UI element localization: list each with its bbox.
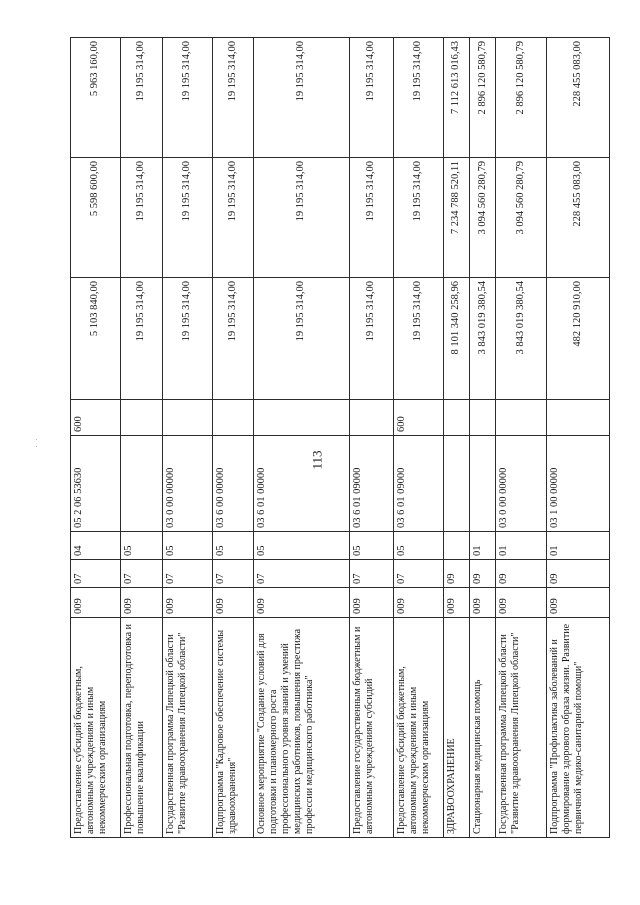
row-name: Предоставление субсидий бюджетным, автономным учреждениям и иным некоммерческим организациям <box>71 618 121 838</box>
table-row <box>254 38 350 838</box>
target-article-code <box>444 436 470 532</box>
section-code: 09 <box>546 560 609 588</box>
budget-table <box>70 37 610 838</box>
table-row <box>212 38 253 838</box>
amount-year-3: 19 195 314,00 <box>121 38 162 158</box>
table-row <box>546 38 609 838</box>
expense-type-code <box>212 400 253 436</box>
section-code: 07 <box>162 560 212 588</box>
subsection-code: 01 <box>470 532 496 560</box>
table-row <box>444 38 470 838</box>
expense-type-code <box>350 400 394 436</box>
target-article-code: 03 0 00 00000 <box>496 436 546 532</box>
section-code: 09 <box>444 560 470 588</box>
table-row <box>121 38 162 838</box>
row-name: Стационарная медицинская помощь <box>470 618 496 838</box>
table-row <box>71 38 121 838</box>
subsection-code: 01 <box>496 532 546 560</box>
subsection-code: 05 <box>212 532 253 560</box>
rotated-table-container <box>70 38 610 838</box>
page-number: 113 <box>309 450 325 470</box>
amount-year-3: 19 195 314,00 <box>254 38 350 158</box>
amount-year-3: 19 195 314,00 <box>350 38 394 158</box>
amount-year-2: 19 195 314,00 <box>350 158 394 278</box>
target-article-code: 03 0 00 00000 <box>162 436 212 532</box>
table-row <box>350 38 394 838</box>
section-code: 07 <box>350 560 394 588</box>
amount-year-1: 3 843 019 380,54 <box>496 278 546 400</box>
row-name: Государственная программа Липецкой области "Развитие здравоохранения Липецкой области" <box>162 618 212 838</box>
amount-year-2: 19 195 314,00 <box>393 158 443 278</box>
target-article-code: 03 1 00 00000 <box>546 436 609 532</box>
amount-year-2: 3 094 560 280,79 <box>496 158 546 278</box>
row-name: Основное мероприятие "Создание условий для подготовки и планомерного роста профессионального уровня знаний и умений медицинских работников, повышения престижа профессии медицинского работника" <box>254 618 350 838</box>
ved-code: 009 <box>393 588 443 618</box>
amount-year-3: 19 195 314,00 <box>393 38 443 158</box>
target-article-code <box>121 436 162 532</box>
row-name: Подпрограмма "Профилактика заболеваний и формирование здорового образа жизни. Развитие первичной медико-санитарной помощи" <box>546 618 609 838</box>
expense-type-code: 600 <box>71 400 121 436</box>
table-row <box>162 38 212 838</box>
expense-type-code <box>254 400 350 436</box>
expense-type-code <box>470 400 496 436</box>
amount-year-3: 2 896 120 580,79 <box>470 38 496 158</box>
scan-artifact: · · <box>32 437 42 448</box>
row-name: ЗДРАВООХРАНЕНИЕ <box>444 618 470 838</box>
subsection-code: 05 <box>350 532 394 560</box>
subsection-code <box>444 532 470 560</box>
subsection-code: 01 <box>546 532 609 560</box>
table-row <box>393 38 443 838</box>
section-code: 07 <box>212 560 253 588</box>
target-article-code: 05 2 06 53630 <box>71 436 121 532</box>
ved-code: 009 <box>470 588 496 618</box>
ved-code: 009 <box>254 588 350 618</box>
row-name: Подпрограмма "Кадровое обеспечение системы здравоохранения" <box>212 618 253 838</box>
amount-year-3: 2 896 120 580,79 <box>496 38 546 158</box>
row-name: Предоставление субсидий бюджетным, автономным учреждениям и иным некоммерческим организациям <box>393 618 443 838</box>
target-article-code: 03 6 01 00000 <box>254 436 350 532</box>
table-row <box>496 38 546 838</box>
ved-code: 009 <box>212 588 253 618</box>
section-code: 09 <box>470 560 496 588</box>
section-code: 07 <box>121 560 162 588</box>
expense-type-code <box>121 400 162 436</box>
expense-type-code: 600 <box>393 400 443 436</box>
amount-year-1: 19 195 314,00 <box>121 278 162 400</box>
target-article-code: 03 6 01 09000 <box>350 436 394 532</box>
amount-year-2: 19 195 314,00 <box>212 158 253 278</box>
subsection-code: 05 <box>393 532 443 560</box>
amount-year-1: 482 120 910,00 <box>546 278 609 400</box>
amount-year-3: 19 195 314,00 <box>162 38 212 158</box>
expense-type-code <box>546 400 609 436</box>
row-name: Профессиональная подготовка, переподготовка и повышение квалификации <box>121 618 162 838</box>
subsection-code: 05 <box>162 532 212 560</box>
ved-code: 009 <box>444 588 470 618</box>
amount-year-1: 19 195 314,00 <box>212 278 253 400</box>
expense-type-code <box>496 400 546 436</box>
subsection-code: 05 <box>121 532 162 560</box>
target-article-code: 03 6 00 00000 <box>212 436 253 532</box>
amount-year-2: 19 195 314,00 <box>162 158 212 278</box>
amount-year-2: 3 094 560 280,79 <box>470 158 496 278</box>
amount-year-2: 19 195 314,00 <box>254 158 350 278</box>
expense-type-code <box>444 400 470 436</box>
expense-type-code <box>162 400 212 436</box>
amount-year-2: 19 195 314,00 <box>121 158 162 278</box>
ved-code: 009 <box>121 588 162 618</box>
amount-year-3: 7 112 613 016,43 <box>444 38 470 158</box>
target-article-code <box>470 436 496 532</box>
ved-code: 009 <box>350 588 394 618</box>
ved-code: 009 <box>546 588 609 618</box>
row-name: Государственная программа Липецкой области "Развитие здравоохранения Липецкой области" <box>496 618 546 838</box>
amount-year-2: 7 234 788 520,11 <box>444 158 470 278</box>
amount-year-1: 8 101 340 258,96 <box>444 278 470 400</box>
target-article-code: 03 6 01 09000 <box>393 436 443 532</box>
amount-year-2: 5 598 600,00 <box>71 158 121 278</box>
section-code: 07 <box>254 560 350 588</box>
ved-code: 009 <box>496 588 546 618</box>
amount-year-3: 228 455 083,00 <box>546 38 609 158</box>
row-name: Предоставление государственным бюджетным и автономным учреждениям субсидий <box>350 618 394 838</box>
ved-code: 009 <box>71 588 121 618</box>
amount-year-3: 5 963 160,00 <box>71 38 121 158</box>
subsection-code: 05 <box>254 532 350 560</box>
table-row <box>470 38 496 838</box>
subsection-code: 04 <box>71 532 121 560</box>
amount-year-1: 19 195 314,00 <box>350 278 394 400</box>
amount-year-1: 19 195 314,00 <box>162 278 212 400</box>
amount-year-3: 19 195 314,00 <box>212 38 253 158</box>
amount-year-2: 228 455 083,00 <box>546 158 609 278</box>
amount-year-1: 5 103 840,00 <box>71 278 121 400</box>
ved-code: 009 <box>162 588 212 618</box>
amount-year-1: 19 195 314,00 <box>393 278 443 400</box>
amount-year-1: 19 195 314,00 <box>254 278 350 400</box>
section-code: 07 <box>393 560 443 588</box>
amount-year-1: 3 843 019 380,54 <box>470 278 496 400</box>
section-code: 09 <box>496 560 546 588</box>
section-code: 07 <box>71 560 121 588</box>
